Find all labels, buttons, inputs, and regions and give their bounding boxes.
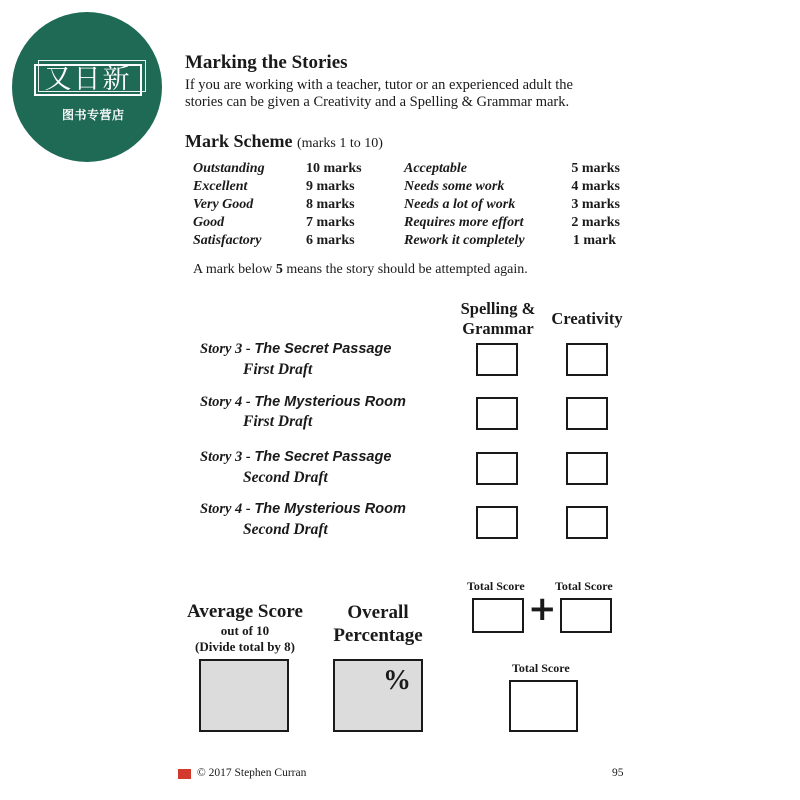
story-row-3-draft: Second Draft <box>243 469 328 486</box>
grand-total-score-box[interactable] <box>509 680 578 732</box>
story-row-4-title <box>200 501 406 518</box>
average-score-heading <box>172 601 318 655</box>
scheme-label: Good <box>193 215 225 230</box>
percent-symbol: % <box>383 665 411 696</box>
spelling-score-box-4[interactable] <box>476 506 518 539</box>
average-score-box[interactable] <box>199 659 289 732</box>
scheme-marks: 3 marks <box>571 197 620 212</box>
overall-heading-line-2: Percentage <box>333 625 423 646</box>
total-score-box-2[interactable] <box>560 598 612 633</box>
intro-line-2: stories can be given a Creativity and a Spelling & Grammar mark. <box>185 94 570 110</box>
average-score-subtitle: out of 10 <box>220 623 270 638</box>
spelling-grammar-heading <box>452 299 544 339</box>
creativity-heading: Creativity <box>551 309 623 328</box>
spelling-score-box-2[interactable] <box>476 397 518 430</box>
scheme-marks: 8 marks <box>306 197 355 212</box>
average-score-instruction: (Divide total by 8) <box>194 639 296 654</box>
story-number: Story 3 - <box>200 449 255 465</box>
overall-percentage-box[interactable] <box>333 659 423 732</box>
story-title: The Secret Passage <box>254 341 392 357</box>
scheme-marks: 7 marks <box>306 215 355 230</box>
scheme-label: Acceptable <box>404 161 467 176</box>
story-title: The Secret Passage <box>254 449 392 465</box>
story-number: Story 4 - <box>200 501 255 517</box>
intro-text <box>185 77 615 111</box>
scheme-right-labels <box>404 160 525 250</box>
story-row-1-draft: First Draft <box>243 361 313 378</box>
scheme-label: Needs some work <box>404 179 505 194</box>
mark-scheme-heading <box>185 131 383 152</box>
scheme-marks: 10 marks <box>306 161 362 176</box>
story-title: The Mysterious Room <box>254 501 406 517</box>
story-title: The Mysterious Room <box>254 394 406 410</box>
mark-scheme-title: Mark Scheme <box>185 131 293 151</box>
scheme-marks: 2 marks <box>571 215 620 230</box>
scheme-left-labels <box>193 160 265 250</box>
mark-scheme-subtitle: (marks 1 to 10) <box>296 136 383 151</box>
scheme-marks: 9 marks <box>306 179 355 194</box>
scheme-left-marks <box>306 160 362 250</box>
total-score-label-1: Total Score <box>467 579 525 593</box>
scheme-marks: 4 marks <box>571 179 620 194</box>
page-title: Marking the Stories <box>185 52 348 73</box>
copyright: © 2017 Stephen Curran <box>197 767 307 779</box>
logo-subtitle: 图书专营店 <box>62 108 125 122</box>
note-text-end: means the story should be attempted again. <box>282 262 528 277</box>
creativity-score-box-3[interactable] <box>566 452 608 485</box>
note-threshold: 5 <box>275 262 283 277</box>
scheme-marks: 6 marks <box>306 233 355 248</box>
total-score-label-3: Total Score <box>512 661 570 675</box>
scheme-right-marks <box>560 160 620 250</box>
spelling-heading-line-1: Spelling & <box>460 299 536 318</box>
spelling-heading-line-2: Grammar <box>462 319 534 338</box>
creativity-score-box-2[interactable] <box>566 397 608 430</box>
intro-line-1: If you are working with a teacher, tutor or an experienced adult the <box>185 77 573 93</box>
plus-sign: + <box>528 589 557 629</box>
scheme-label: Requires more effort <box>404 215 524 230</box>
story-row-1-title <box>200 341 391 358</box>
scheme-label: Excellent <box>193 179 248 194</box>
story-row-4-draft: Second Draft <box>243 521 328 538</box>
creativity-score-box-4[interactable] <box>566 506 608 539</box>
scheme-label: Rework it completely <box>404 233 525 248</box>
scheme-label: Outstanding <box>193 161 265 176</box>
publisher-logo-icon <box>178 769 191 779</box>
scheme-marks: 1 mark <box>572 233 616 248</box>
story-row-2-title <box>200 394 406 411</box>
story-number: Story 3 - <box>200 341 255 357</box>
total-score-label-2: Total Score <box>555 579 613 593</box>
overall-percentage-heading <box>318 601 438 647</box>
story-row-3-title <box>200 449 391 466</box>
spelling-score-box-1[interactable] <box>476 343 518 376</box>
creativity-score-box-1[interactable] <box>566 343 608 376</box>
scheme-label: Needs a lot of work <box>404 197 516 212</box>
resubmit-note <box>193 262 528 278</box>
story-number: Story 4 - <box>200 394 255 410</box>
story-row-2-draft: First Draft <box>243 413 313 430</box>
spelling-score-box-3[interactable] <box>476 452 518 485</box>
scheme-marks: 5 marks <box>571 161 620 176</box>
note-text-start: A mark below <box>193 262 276 277</box>
overall-heading-line-1: Overall <box>347 602 409 623</box>
page-number: 95 <box>612 767 624 779</box>
average-score-title: Average Score <box>187 601 303 622</box>
total-score-box-1[interactable] <box>472 598 524 633</box>
scheme-label: Very Good <box>193 197 254 212</box>
logo-name: 又日新 <box>44 64 132 95</box>
scheme-label: Satisfactory <box>193 233 262 248</box>
